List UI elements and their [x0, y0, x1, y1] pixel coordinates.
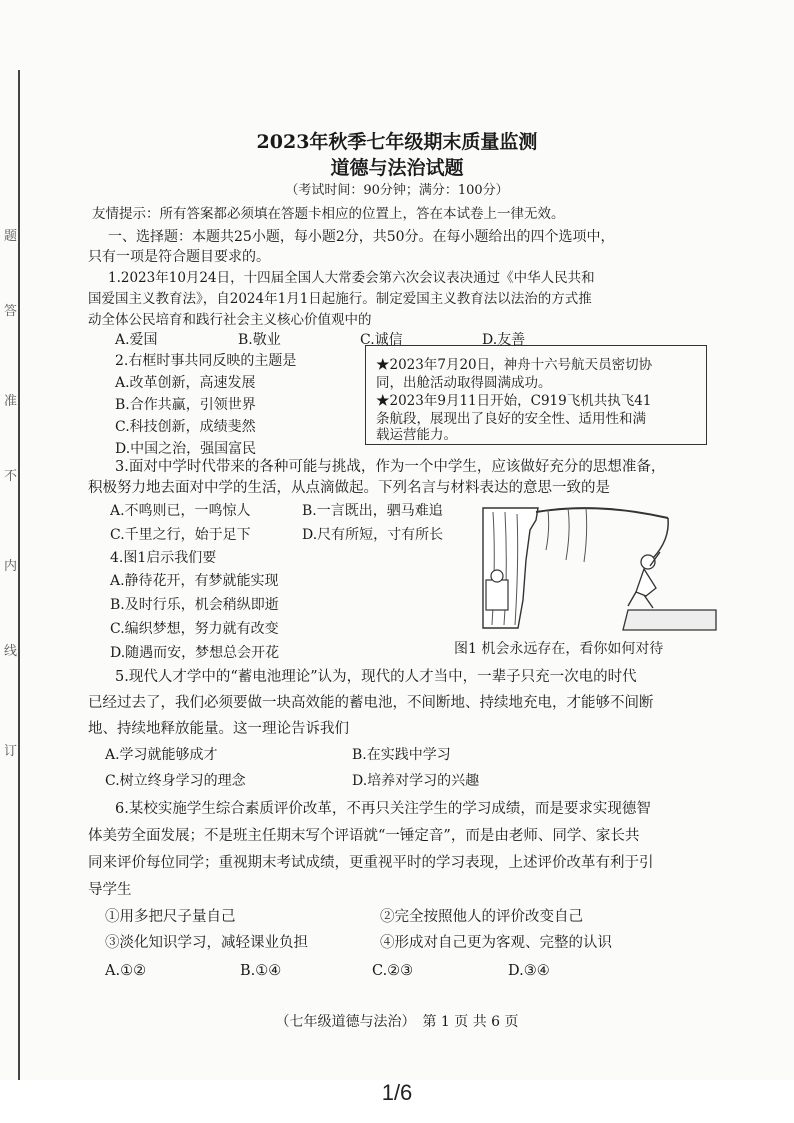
option: D.随遇而安，梦想总会开花: [110, 645, 280, 661]
box-line: 同，出舱活动取得圆满成功。: [376, 375, 552, 391]
option: A.静待花开，有梦就能实现: [110, 573, 279, 589]
binding-char: 订: [4, 744, 18, 759]
option: B.在实践中学习: [352, 747, 451, 763]
exam-title: 2023年秋季七年级期末质量监测: [256, 131, 538, 153]
option: B.①④: [240, 963, 282, 979]
option: C.②③: [372, 963, 414, 979]
option: A.学习就能够成才: [105, 747, 218, 763]
option: C.树立终身学习的理念: [105, 773, 246, 789]
question-text: 国爱国主义教育法》，自2024年1月1日起施行。制定爱国主义教育法以法治的方式推: [88, 291, 592, 307]
statement: ④形成对自己更为客观、完整的认识: [380, 935, 612, 951]
option: B.敬业: [238, 332, 281, 348]
option: C.千里之行，始于足下: [110, 527, 251, 543]
binding-char: 内: [4, 559, 18, 574]
option: D.尺有所短，寸有所长: [302, 527, 444, 543]
box-line: ★2023年9月11日开始，C919飞机共执飞41: [376, 393, 652, 409]
option: C.编织梦想，努力就有改变: [110, 621, 279, 637]
figure-caption: 图1 机会永远存在，看你如何对待: [454, 641, 664, 657]
question-text: 地、持续地释放能量。这一理论告诉我们: [88, 721, 349, 737]
statement: ③淡化知识学习，减轻课业负担: [105, 935, 308, 951]
binding-char: 题: [4, 229, 18, 244]
page-footer: （七年级道德与法治） 第 1 页 共 6 页: [275, 1014, 519, 1030]
question-text: 积极努力地去面对中学的生活，从点滴做起。下列名言与材料表达的意思一致的是: [88, 480, 610, 496]
question-text: 4.图1启示我们要: [110, 550, 217, 566]
question-text: 同来评价每位同学；重视期末考试成绩，更重视平时的学习表现，上述评价改革有利于引: [88, 855, 654, 871]
question-text: 动全体公民培育和践行社会主义核心价值观中的: [88, 312, 372, 328]
page-counter: 1/6: [381, 1080, 413, 1105]
question-text: 2.右框时事共同反映的主题是: [115, 353, 297, 369]
box-line: ★2023年7月20日，神舟十六号航天员密切协: [376, 357, 653, 373]
box-line: 条航段，展现出了良好的安全性、适用性和满: [376, 411, 646, 427]
binding-line: [18, 70, 20, 1080]
statement: ②完全按照他人的评价改变自己: [380, 909, 583, 925]
section-heading: 只有一项是符合题目要求的。: [88, 249, 270, 265]
option: B.及时行乐，机会稍纵即逝: [110, 597, 279, 613]
option: D.③④: [508, 963, 550, 979]
statement: ①用多把尺子量自己: [105, 909, 236, 925]
question-text: 6.某校实施学生综合素质评价改革，不再只关注学生的学习成绩，而是要求实现德智: [115, 801, 651, 817]
option: B.合作共赢，引领世界: [115, 397, 256, 413]
news-box: [365, 345, 707, 445]
exam-subtitle: 道德与法治试题: [330, 157, 464, 179]
option: D.培养对学习的兴趣: [352, 773, 480, 789]
option: D.中国之治，强国富民: [115, 441, 257, 457]
binding-char: 准: [4, 394, 18, 409]
question-text: 已经过去了，我们必须要做一块高效能的蓄电池，不间断地、持续地充电，才能够不间断: [88, 695, 654, 711]
option: D.友善: [482, 332, 526, 348]
binding-char: 不: [4, 469, 18, 484]
option: B.一言既出，驷马难追: [302, 503, 443, 519]
exam-time-note: （考试时间：90分钟；满分：100分）: [285, 183, 509, 198]
option: A.改革创新，高速发展: [115, 375, 256, 391]
option: C.科技创新，成绩斐然: [115, 419, 256, 435]
cartoon-illustration: [478, 500, 718, 632]
exam-tip: 友情提示：所有答案都必须填在答题卡相应的位置上，答在本试卷上一律无效。: [92, 206, 565, 222]
binding-char: 答: [4, 304, 18, 319]
box-line: 载运营能力。: [376, 427, 457, 443]
question-text: 导学生: [88, 882, 132, 898]
binding-char: 线: [4, 644, 18, 659]
section-heading: 一、选择题：本题共25小题，每小题2分，共50分。在每小题给出的四个选项中，: [108, 229, 615, 245]
option: A.爱国: [115, 332, 158, 348]
question-text: 5.现代人才学中的“蓄电池理论”认为，现代的人才当中，一辈子只充一次电的时代: [115, 669, 637, 685]
option: A.不鸣则已，一鸣惊人: [110, 503, 251, 519]
question-text: 3.面对中学时代带来的各种可能与挑战，作为一个中学生，应该做好充分的思想准备，: [115, 459, 666, 475]
option: A.①②: [105, 963, 147, 979]
question-text: 1.2023年10月24日，十四届全国人大常委会第六次会议表决通过《中华人民共和: [108, 270, 595, 286]
question-text: 体美劳全面发展；不是班主任期末写个评语就“一锤定音”，而是由老师、同学、家长共: [88, 828, 640, 844]
option: C.诚信: [360, 332, 403, 348]
